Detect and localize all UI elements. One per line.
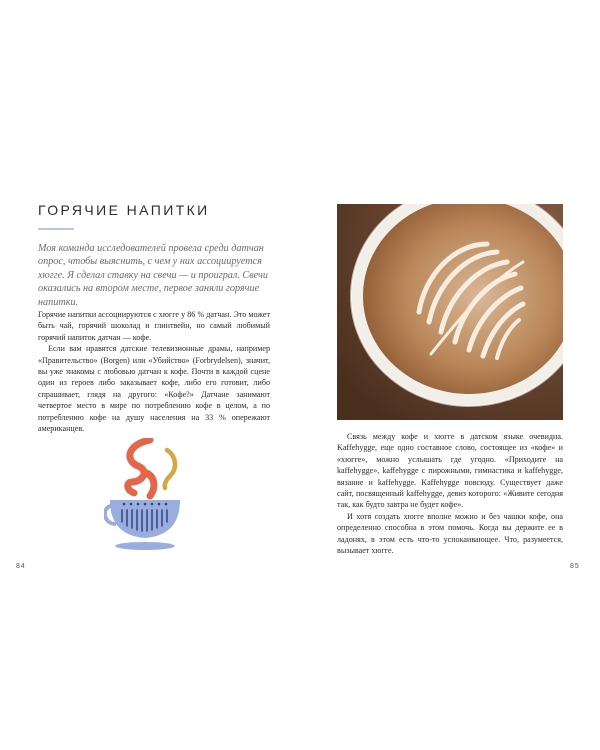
left-paragraph-2: Если вам нравятся датские телевизионные драмы, например «Правительство» (Borgen) или «Убийство» (Forbrydelsen), значит, вы уже знакомы с любовью датчан к кофе. Почти в каждой сцене один из героев либо заказывает кофе, либо его готовит, либо спрашивает, глядя на другого: «Кофе?» Датчане занимают четвертое место в мире по потреблению кофе в целом, а по потреблению кофе на душу населения на 33 % опережают американцев.	[38, 344, 270, 434]
steam-orange-icon	[128, 440, 154, 496]
intro-paragraph: Моя команда исследователей провела среди датчан опрос, чтобы выяснить, с чем у них ассоциируется хюгге. Я сделал ставку на свечи — и проиграл. Свечи оказались на втором месте, первое заняли горячие напитки.	[38, 243, 268, 308]
coffee-cup-steam-illustration	[104, 438, 186, 560]
section-heading: ГОРЯЧИЕ НАПИТКИ	[38, 202, 210, 218]
left-paragraph-1: Горячие напитки ассоциируются с хюгге у 86 % датчан. Это может быть чай, горячий шоколад и глинтвейн, но самый любимый горячий напиток датчан — кофе.	[38, 310, 270, 342]
page-number-left: 84	[16, 563, 26, 570]
page-number-right: 85	[570, 563, 580, 570]
steam-gold-icon	[165, 450, 175, 488]
heading-underline	[38, 228, 74, 230]
right-body-text	[337, 431, 563, 556]
right-paragraph-2: И хотя создать хюгге вполне можно и без чашки кофе, она определенно способна в этом помочь. Когда вы держите ее в ладонях, в этом есть что-то успокаивающее. Что, разумеется, вызывает хюгге.	[337, 511, 563, 556]
cup-body-icon	[110, 500, 180, 538]
right-paragraph-1: Связь между кофе и хюгге в датском языке очевидна. Kaffehygge, еще одно составное слово, состоящее из «кофе» и «хюгге», можно услышать где угодно. «Приходите на kaffehygge», kaffehygge с пирожными, гимнастика и kaffehygge, вязание и kaffehygge. Kaffehygge повсюду. Существует даже сайт, посвященный kaffehygge, девиз которого: «Живите сегодня так, как будто завтра не будет кофе».	[337, 432, 563, 510]
saucer-icon	[115, 542, 175, 550]
latte-art-photo	[337, 204, 563, 420]
left-body-text	[38, 309, 270, 434]
